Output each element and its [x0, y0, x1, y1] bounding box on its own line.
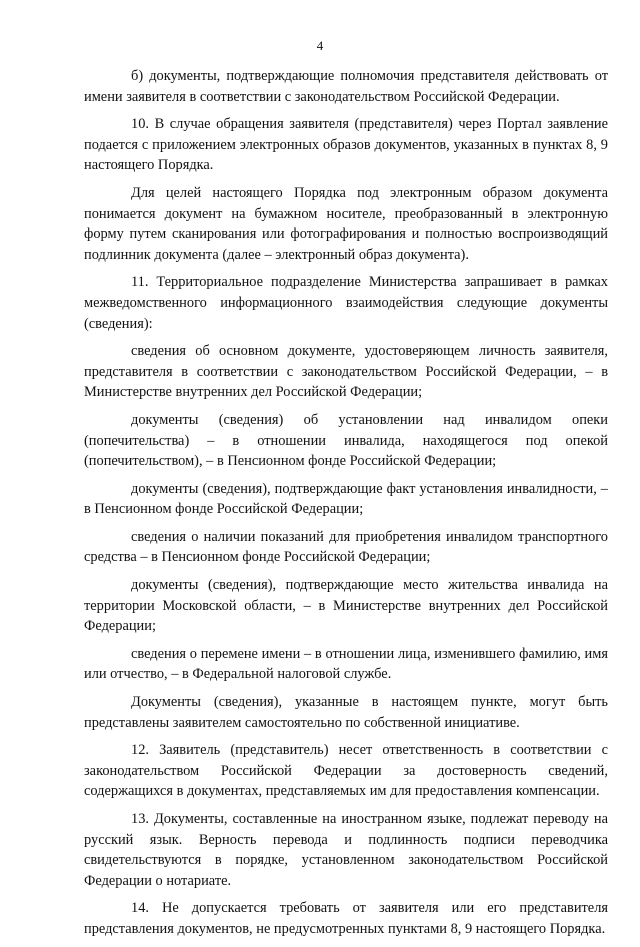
paragraph-11-identity-document: сведения об основном документе, удостоверяющем личность заявителя, представителя в соответствии с законодательством Российской Федерации, – в Министерстве внутренних дел Российской Федерации;	[84, 343, 608, 401]
paragraph-12: 12. Заявитель (представитель) несет ответственность в соответствии с законодательством Российской Федерации за достоверность сведений, содержащихся в документах, представляемых им для предоставления компенсации.	[84, 742, 608, 800]
paragraph-6b: б) документы, подтверждающие полномочия представителя действовать от имени заявителя в соответствии с законодательством Российской Федерации.	[84, 68, 608, 105]
paragraph-11: 11. Территориальное подразделение Министерства запрашивает в рамках межведомственного информационного взаимодействия следующие документы (сведения):	[84, 274, 608, 332]
paragraph-13: 13. Документы, составленные на иностранном языке, подлежат переводу на русский язык. Верность перевода и подлинность подписи переводчика свидетельствуются в порядке, установленном законодательством Российской Федерации о нотариате.	[84, 811, 608, 889]
paragraph-11-vehicle-indications: сведения о наличии показаний для приобретения инвалидом транспортного средства – в Пенсионном фонде Российской Федерации;	[84, 528, 608, 566]
document-body	[84, 66, 608, 947]
paragraph-11-guardianship: документы (сведения) об установлении над инвалидом опеки (попечительства) – в отношении инвалида, находящегося под опекой (попечительством), – в Пенсионном фонде Российской Федерации;	[84, 411, 608, 470]
paragraph-11-own-initiative: Документы (сведения), указанные в настоящем пункте, могут быть представлены заявителем самостоятельно по собственной инициативе.	[84, 694, 608, 731]
paragraph-electronic-image-definition: Для целей настоящего Порядка под электронным образом документа понимается документ на бумажном носителе, преобразованный в электронную форму путем сканирования или фотографирования и полностью воспроизводящий подлинник документа (далее – электронный образ документа).	[84, 184, 608, 263]
paragraph-11-disability-fact: документы (сведения), подтверждающие факт установления инвалидности, – в Пенсионном фонде Российской Федерации;	[84, 480, 608, 518]
paragraph-11-residence: документы (сведения), подтверждающие место жительства инвалида на территории Московской области, – в Министерстве внутренних дел Российской Федерации;	[84, 577, 608, 635]
paragraph-10: 10. В случае обращения заявителя (представителя) через Портал заявление подается с приложением электронных образов документов, указанных в пунктах 8, 9 настоящего Порядка.	[84, 116, 608, 174]
paragraph-14: 14. Не допускается требовать от заявителя или его представителя представления документов, не предусмотренных пунктами 8, 9 настоящего Порядка.	[84, 900, 608, 937]
paragraph-11-name-change: сведения о перемене имени – в отношении лица, изменившего фамилию, имя или отчество, – в Федеральной налоговой службе.	[84, 645, 608, 683]
page-number: 4	[316, 38, 324, 53]
